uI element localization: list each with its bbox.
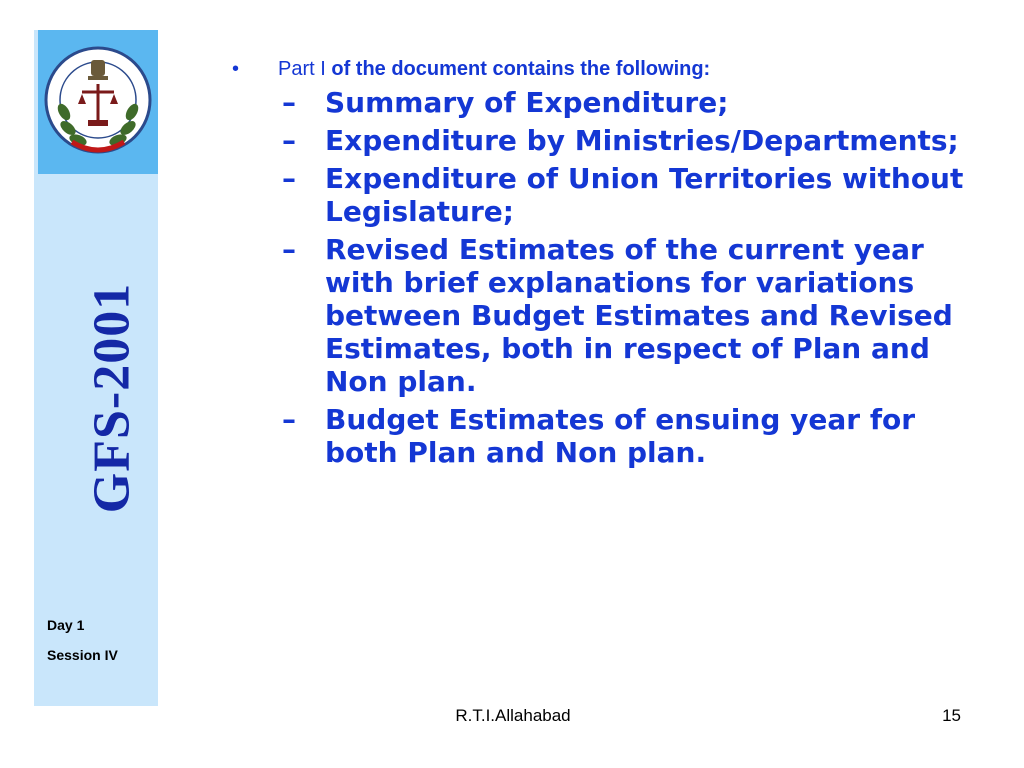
list-item-text: Summary of Expenditure; — [325, 86, 729, 119]
list-item-text: Budget Estimates of ensuing year for both Plan and Non plan. — [325, 403, 916, 469]
day-label: Day 1 — [47, 617, 85, 633]
list-item — [228, 233, 988, 398]
page-number: 15 — [942, 706, 961, 725]
list-item — [228, 124, 988, 157]
list-item — [228, 86, 988, 119]
dash-icon: – — [282, 162, 296, 195]
dash-icon: – — [282, 86, 296, 119]
dash-icon: – — [282, 233, 296, 266]
list-item-text: Expenditure of Union Territories without Legislature; — [325, 162, 964, 228]
vertical-title: GFS-2001 — [83, 282, 141, 514]
dash-icon: – — [282, 403, 296, 436]
emblem-icon — [38, 30, 158, 174]
intro-prefix: Part I — [278, 58, 326, 80]
sidebar — [34, 30, 158, 706]
intro-text: of the document contains the following: — [325, 58, 711, 80]
list-item — [228, 162, 988, 228]
sub-item-list — [228, 86, 988, 469]
list-item-text: Revised Estimates of the current year with brief explanations for variations between Budget Estimates and Revised Estimates, both in respect of Plan and Non plan. — [325, 233, 953, 398]
session-label: Session IV — [47, 647, 118, 663]
list-item — [228, 403, 988, 469]
emblem-logo — [38, 30, 158, 174]
slide-content — [228, 54, 988, 474]
footer-organization: R.T.I.Allahabad — [455, 706, 571, 725]
dash-icon: – — [282, 124, 296, 157]
bullet-icon: • — [232, 58, 240, 80]
list-item-text: Expenditure by Ministries/Departments; — [325, 124, 959, 157]
intro-bullet — [228, 54, 988, 84]
